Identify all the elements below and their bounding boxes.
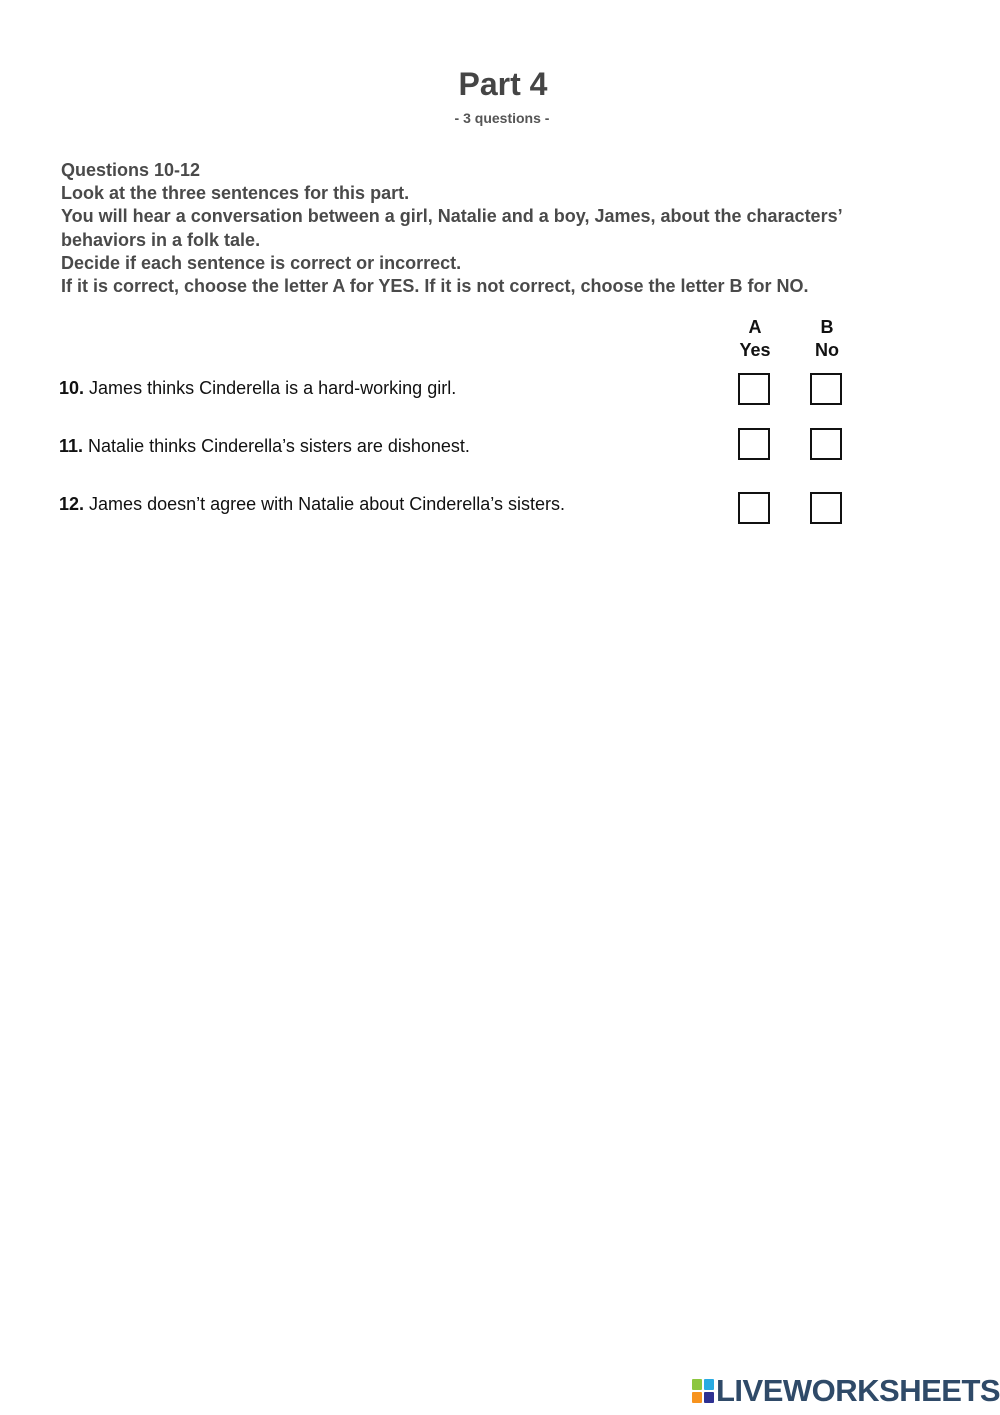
column-label-yes: Yes: [739, 340, 771, 360]
question-10-no-checkbox[interactable]: [810, 373, 842, 405]
column-header-yes: [725, 316, 785, 362]
instructions-heading: Questions 10-12: [61, 160, 201, 180]
question-12: [59, 492, 565, 516]
instructions-block: [61, 159, 961, 298]
question-12-yes-checkbox[interactable]: [738, 492, 770, 524]
question-text: Natalie thinks Cinderella’s sisters are dishonest.: [88, 436, 470, 456]
question-10-yes-checkbox[interactable]: [738, 373, 770, 405]
question-10: [59, 376, 456, 400]
question-number: 11.: [59, 436, 84, 456]
liveworksheets-logo-icon: [692, 1379, 714, 1403]
instructions-line: behaviors in a folk tale.: [61, 229, 261, 250]
instructions-line: You will hear a conversation between a girl, Natalie and a boy, James, about the characters’: [61, 206, 843, 227]
instructions-line: If it is correct, choose the letter A for YES. If it is not correct, choose the letter B for NO.: [61, 276, 809, 297]
page-subtitle: - 3 questions -: [454, 110, 550, 126]
instructions-line: Decide if each sentence is correct or incorrect.: [61, 252, 462, 273]
column-letter-a: A: [748, 317, 762, 337]
question-number: 10.: [59, 378, 85, 398]
logo-square: [704, 1379, 714, 1390]
question-12-no-checkbox[interactable]: [810, 492, 842, 524]
question-text: James thinks Cinderella is a hard-working girl.: [89, 378, 457, 398]
column-header-no: [797, 316, 857, 362]
logo-square: [704, 1392, 714, 1403]
question-text: James doesn’t agree with Natalie about Cinderella’s sisters.: [89, 494, 565, 514]
logo-text: LIVEWORKSHEETS: [716, 1373, 1000, 1408]
logo-square: [692, 1379, 702, 1390]
question-11-no-checkbox[interactable]: [810, 428, 842, 460]
logo-square: [692, 1392, 702, 1403]
question-11-yes-checkbox[interactable]: [738, 428, 770, 460]
question-11: [59, 434, 470, 458]
question-number: 12.: [59, 494, 85, 514]
instructions-line: Look at the three sentences for this part.: [61, 183, 410, 204]
page-title: Part 4: [458, 66, 548, 102]
column-label-no: No: [815, 340, 839, 360]
column-letter-b: B: [820, 317, 834, 337]
liveworksheets-logo: [692, 1373, 1000, 1408]
